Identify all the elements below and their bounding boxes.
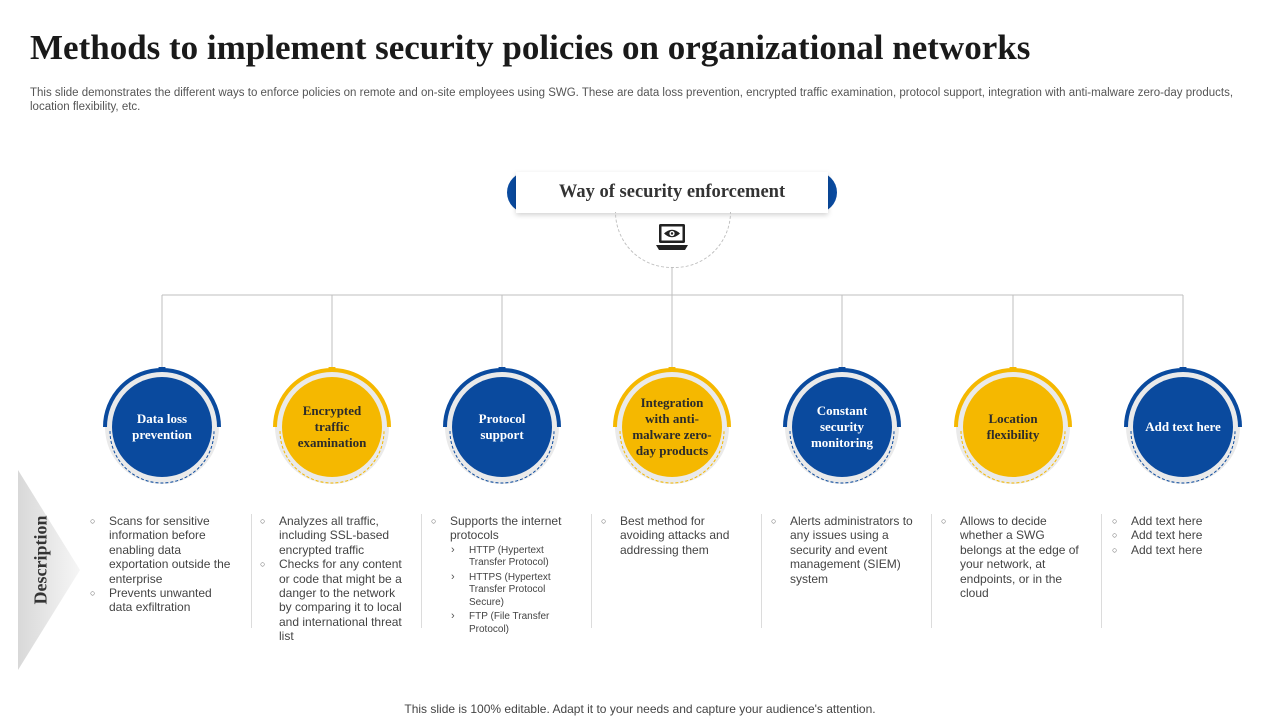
laptop-eye-icon (653, 220, 691, 256)
bullet-text: Checks for any content or code that might be a danger to the network by comparing it to local and international threat list (279, 557, 402, 644)
method-description (941, 514, 1089, 600)
method-circle (612, 367, 732, 487)
method-name: Constant security monitoring (810, 403, 874, 450)
bullet-text: Scans for sensitive information before enabling data exportation outside the enterprise (109, 514, 231, 586)
bullet-item (1112, 528, 1260, 542)
bullet-text: Add text here (1131, 514, 1203, 528)
method-name: Encrypted traffic examination (297, 403, 367, 450)
column-divider (421, 514, 422, 628)
column-divider (591, 514, 592, 628)
page-title: Methods to implement security policies on organizational networks (30, 28, 1031, 67)
bullet-text: Supports the internet protocols (450, 514, 562, 543)
header-label: Way of security enforcement (516, 172, 828, 213)
method-circle (953, 367, 1073, 487)
page-subtitle: This slide demonstrates the different ways to enforce policies on remote and on-site employees using SWG. These are data loss prevention, encrypted traffic examination, protocol support, integration with anti-malware zero-day products, location flexibility, etc. (30, 87, 1234, 113)
method-description (90, 514, 238, 615)
sub-bullet-item: › HTTPS (Hypertext Transfer Protocol Secure) (449, 572, 579, 610)
bullet-item (90, 514, 238, 586)
column-divider (251, 514, 252, 628)
bullet-text: Best method for avoiding attacks and addressing them (620, 514, 730, 557)
bullet-text: Prevents unwanted data exfiltration (109, 586, 212, 615)
bullet-item (1112, 543, 1260, 557)
method-circle (272, 367, 392, 487)
bullet-text: Alerts administrators to any issues using a security and event management (SIEM) system (790, 514, 913, 586)
method-description (601, 514, 749, 557)
bullet-item (941, 514, 1089, 600)
column-divider (1101, 514, 1102, 628)
header-box (507, 172, 837, 213)
method-name: Add text here (1145, 419, 1221, 434)
method-name: Data loss prevention (132, 411, 192, 442)
bullet-text: Analyzes all traffic, including SSL-based encrypted traffic (279, 514, 390, 557)
method-name: Integration with anti-malware zero-day products (632, 395, 712, 458)
bullet-text: Add text here (1131, 542, 1203, 557)
method-name: Location flexibility (986, 411, 1040, 442)
bullet-item (431, 514, 579, 636)
description-label: Description (30, 515, 51, 605)
bullet-item (1112, 514, 1260, 528)
bullet-item (771, 514, 919, 586)
bullet-item (601, 514, 749, 557)
footer-note: This slide is 100% editable. Adapt it to your needs and capture your audience's attention. (404, 702, 876, 716)
bullet-item (260, 557, 408, 643)
method-description (260, 514, 408, 644)
method-circle (782, 367, 902, 487)
bullet-item (90, 586, 238, 615)
bullet-item (260, 514, 408, 557)
column-divider (761, 514, 762, 628)
sub-bullet-item: › FTP (File Transfer Protocol) (449, 611, 579, 636)
method-circle (102, 367, 222, 487)
method-description (431, 514, 579, 636)
bullet-text: Allows to decide whether a SWG belongs at the edge of your network, at endpoints, or in the cloud (960, 514, 1079, 601)
method-circle (1123, 367, 1243, 487)
sub-bullet-item: › HTTP (Hypertext Transfer Protocol) (449, 545, 579, 570)
bullet-text: Add text here (1131, 528, 1203, 543)
method-description (771, 514, 919, 586)
column-divider (931, 514, 932, 628)
method-name: Protocol support (478, 411, 526, 442)
method-circle (442, 367, 562, 487)
method-description (1112, 514, 1260, 557)
